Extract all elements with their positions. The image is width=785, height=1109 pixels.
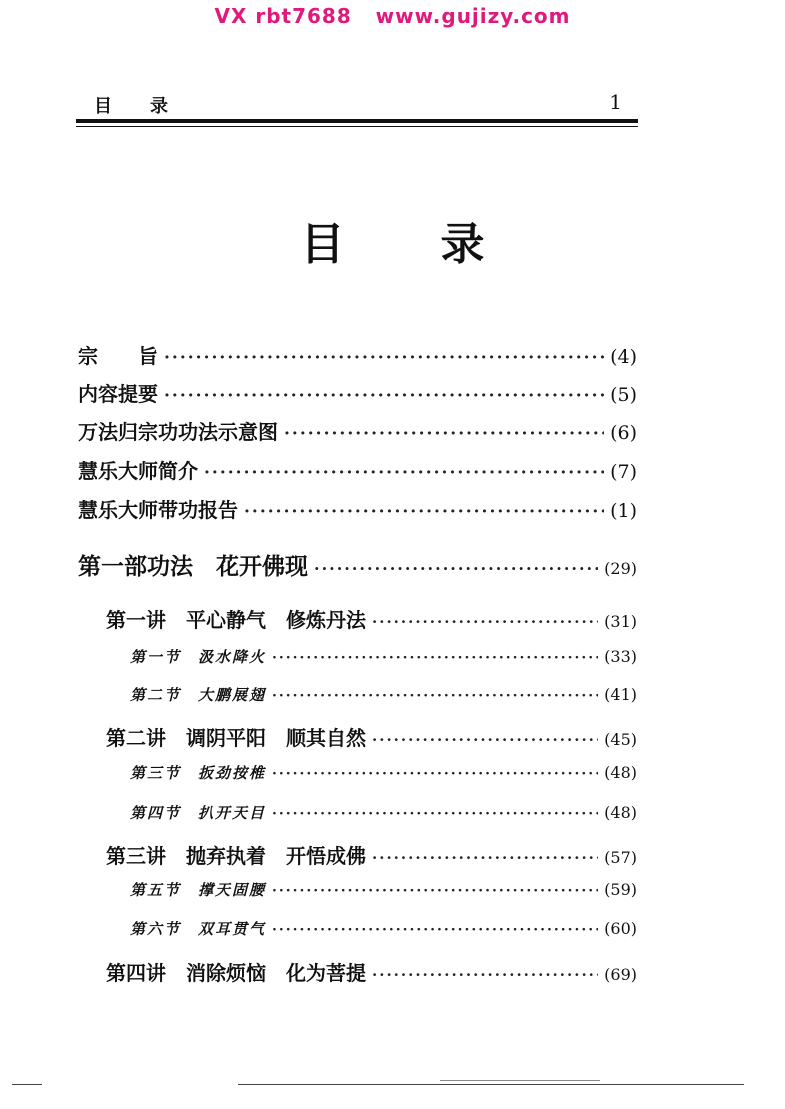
watermark-text: VX rbt7688 www.gujizy.com — [214, 4, 571, 28]
toc-leader-dots — [284, 424, 604, 444]
running-head — [80, 92, 638, 118]
toc-leader-dots — [372, 849, 598, 867]
toc-entry-page: (1) — [610, 500, 637, 522]
toc-entry-label: 第一讲 平心静气 修炼丹法 — [106, 608, 366, 632]
toc-entry-label: 第一节 汲水降火 — [130, 648, 267, 666]
toc-entry-label: 第六节 双耳贯气 — [130, 920, 267, 938]
running-head-title: 目录 — [94, 96, 206, 117]
toc-entry-label: 慧乐大师简介 — [78, 459, 198, 483]
toc-leader-dots — [372, 613, 598, 631]
toc-part-entry — [78, 548, 637, 581]
toc-entry-page: (59) — [604, 880, 637, 899]
toc-entry-page: (33) — [604, 647, 637, 666]
toc-entry-page: (41) — [604, 685, 637, 704]
toc-entry-label: 慧乐大师带功报告 — [78, 498, 238, 522]
toc-lecture-entry — [106, 840, 637, 869]
toc-leader-dots — [272, 688, 598, 704]
toc-lecture-entry — [106, 957, 637, 986]
toc-leader-dots — [204, 463, 604, 483]
toc-entry — [78, 416, 637, 445]
footer-rule — [238, 1084, 744, 1085]
toc-entry-label: 万法归宗功功法示意图 — [78, 420, 278, 444]
toc-section-entry — [130, 762, 637, 783]
toc-entry-label: 第五节 撑天固腰 — [130, 881, 267, 899]
toc-leader-dots — [272, 883, 598, 899]
toc-section-entry — [130, 646, 637, 667]
toc-leader-dots — [372, 731, 598, 749]
toc-entry-label: 宗 旨 — [78, 344, 158, 368]
toc-entry-page: (31) — [604, 612, 637, 631]
toc-leader-dots — [272, 766, 598, 782]
toc-section-entry — [130, 879, 637, 900]
toc-entry-page: (57) — [604, 848, 637, 867]
toc-entry-page: (5) — [610, 384, 637, 406]
toc-lecture-entry — [106, 722, 637, 751]
toc-entry-page: (48) — [604, 803, 637, 822]
header-rule-thick — [76, 119, 638, 123]
toc-entry-page: (7) — [610, 461, 637, 483]
toc-section-entry — [130, 684, 637, 705]
toc-entry-label: 第四讲 消除烦恼 化为菩提 — [106, 961, 366, 985]
toc-entry-page: (60) — [604, 919, 637, 938]
toc-leader-dots — [164, 348, 604, 368]
toc-entry-label: 第一部功法 花开佛现 — [78, 554, 308, 580]
toc-entry-label: 第二讲 调阴平阳 顺其自然 — [106, 726, 366, 750]
toc-entry-label: 第三节 扳劲按椎 — [130, 764, 267, 782]
toc-leader-dots — [272, 806, 598, 822]
footer-rule — [12, 1084, 42, 1085]
toc-section-entry — [130, 918, 637, 939]
toc-entry-page: (4) — [610, 346, 637, 368]
toc-entry — [78, 494, 637, 523]
toc-leader-dots — [244, 502, 604, 522]
toc-entry-label: 内容提要 — [78, 382, 158, 406]
toc-leader-dots — [272, 650, 598, 666]
toc-entry-label: 第四节 扒开天目 — [130, 804, 267, 822]
toc-leader-dots — [272, 922, 598, 938]
toc-leader-dots — [164, 386, 604, 406]
toc-leader-dots — [314, 559, 598, 578]
toc-entry — [78, 455, 637, 484]
header-rule-thin — [76, 126, 638, 127]
toc-lecture-entry — [106, 604, 637, 633]
toc-entry — [78, 378, 637, 407]
toc-entry-label: 第三讲 抛弃执着 开悟成佛 — [106, 844, 366, 868]
toc-entry-page: (48) — [604, 763, 637, 782]
toc-entry-page: (29) — [604, 559, 637, 578]
toc-entry-page: (45) — [604, 730, 637, 749]
toc-entry — [78, 340, 637, 369]
toc-section-entry — [130, 802, 637, 823]
toc-leader-dots — [372, 966, 598, 984]
footer-rule — [440, 1080, 600, 1081]
toc-entry-label: 第二节 大鹏展翅 — [130, 686, 267, 704]
page-title: 目录 — [300, 219, 581, 270]
toc-entry-page: (6) — [610, 422, 637, 444]
running-head-page-number: 1 — [609, 90, 622, 114]
toc-entry-page: (69) — [604, 965, 637, 984]
